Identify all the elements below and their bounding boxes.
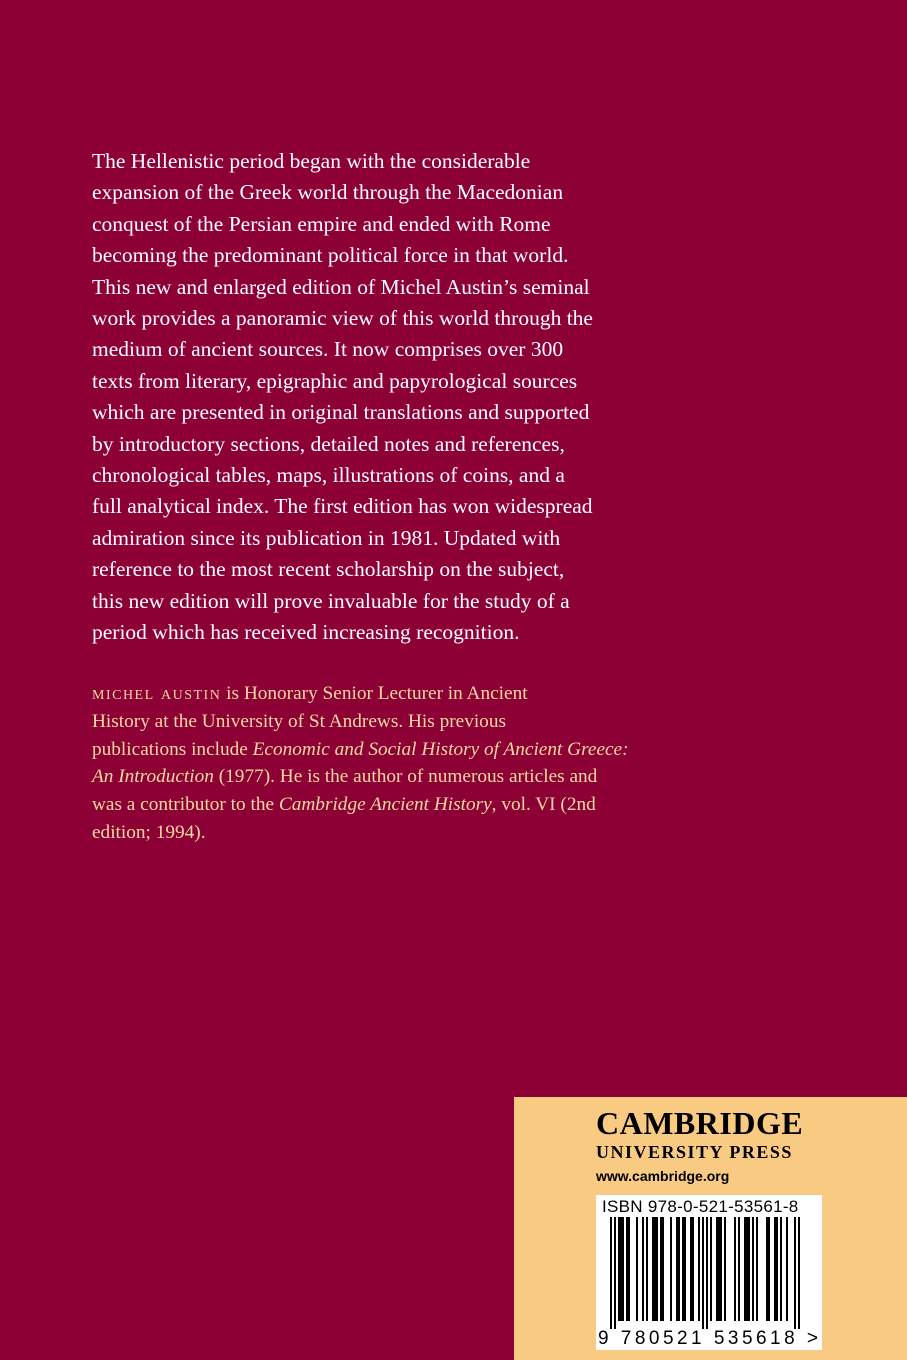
publisher-panel xyxy=(514,1097,907,1360)
bio-text: , vol. VI (2nd xyxy=(491,794,596,816)
blurb-line: admiration since its publication in 1981. Updated with xyxy=(92,525,561,550)
blurb-line: reference to the most recent scholarship on the subject, xyxy=(92,557,565,582)
barcode-panel xyxy=(596,1195,822,1350)
book-title-an-introduction: An Introduction xyxy=(92,766,214,788)
barcode-bar xyxy=(794,1217,796,1329)
author-bio xyxy=(92,680,652,847)
bio-text: (1977). He is the author of numerous articles and xyxy=(213,766,598,788)
barcode-bar xyxy=(684,1217,686,1321)
barcode-bar xyxy=(752,1217,754,1321)
barcode-bar xyxy=(724,1217,726,1321)
blurb-line: chronological tables, maps, illustrations of coins, and a xyxy=(92,463,565,488)
blurb-line: work provides a panoramic view of this world through the xyxy=(92,306,593,331)
barcode-bar xyxy=(626,1217,628,1321)
barcode-bar xyxy=(718,1217,720,1321)
barcode-bar xyxy=(786,1217,788,1321)
barcode-bar xyxy=(720,1217,722,1321)
publisher-logo-subtitle: UNIVERSITY PRESS xyxy=(596,1142,793,1162)
barcode-bar xyxy=(798,1217,800,1329)
barcode-bar xyxy=(642,1217,644,1321)
bio-text: was a contributor to the xyxy=(92,794,279,816)
barcode-bar xyxy=(614,1217,616,1329)
barcode-bar xyxy=(698,1217,700,1321)
bio-line xyxy=(92,763,652,791)
blurb-line: This new and enlarged edition of Michel Austin’s seminal xyxy=(92,274,590,299)
barcode-bar xyxy=(682,1217,684,1321)
barcode-bar xyxy=(670,1217,672,1321)
barcode-bar xyxy=(734,1217,736,1321)
bio-line xyxy=(92,791,652,819)
barcode-bar xyxy=(756,1217,758,1321)
barcode-bar xyxy=(652,1217,654,1321)
barcode-icon xyxy=(596,1217,822,1350)
barcode-bar xyxy=(618,1217,620,1321)
bio-text: is Honorary Senior Lecturer in Ancient xyxy=(221,683,528,704)
barcode-digits: 9 780521 535618 > xyxy=(598,1328,818,1349)
book-title-economic-social-history: Economic and Social History of Ancient Greece: xyxy=(252,738,629,760)
publisher-url: www.cambridge.org xyxy=(596,1168,730,1184)
barcode-bar xyxy=(636,1217,638,1321)
barcode-bar xyxy=(774,1217,776,1321)
barcode-bar xyxy=(610,1217,612,1329)
barcode-bar xyxy=(656,1217,658,1321)
blurb-line: which are presented in original translations and supported xyxy=(92,400,590,425)
blurb-line: full analytical index. The first edition has won widespread xyxy=(92,494,593,519)
barcode-bar xyxy=(744,1217,746,1321)
book-blurb xyxy=(92,146,652,649)
barcode-bar xyxy=(678,1217,680,1321)
barcode-bar xyxy=(716,1217,718,1321)
barcode-bar xyxy=(628,1217,630,1321)
book-title-cambridge-ancient-history: Cambridge Ancient History xyxy=(278,794,492,816)
barcode-bar xyxy=(676,1217,678,1321)
barcode-bar xyxy=(660,1217,662,1321)
bio-line xyxy=(92,680,652,708)
blurb-line: period which has received increasing recognition. xyxy=(92,620,520,645)
barcode-bar xyxy=(620,1217,622,1321)
blurb-line: The Hellenistic period began with the considerable xyxy=(92,149,531,173)
bio-text: publications include xyxy=(92,738,253,760)
barcode-bar xyxy=(662,1217,664,1321)
blurb-line: conquest of the Persian empire and ended with Rome xyxy=(92,211,551,236)
blurb-line: by introductory sections, detailed notes and references, xyxy=(92,431,565,456)
isbn-label: ISBN 978-0-521-53561-8 xyxy=(602,1197,799,1216)
bio-line: History at the University of St Andrews. His previous xyxy=(92,710,506,732)
blurb-line: expansion of the Greek world through the Macedonian xyxy=(92,180,564,205)
barcode-bar xyxy=(702,1217,704,1329)
barcode-bar xyxy=(710,1217,712,1321)
blurb-line: becoming the predominant political force in that world. xyxy=(92,243,569,268)
barcode-bar xyxy=(706,1217,708,1329)
blurb-line: medium of ancient sources. It now comprises over 300 xyxy=(92,337,564,362)
barcode-bar xyxy=(748,1217,750,1321)
barcode-bar xyxy=(780,1217,782,1321)
publisher-logo-name: CAMBRIDGE xyxy=(596,1105,804,1141)
barcode-bar xyxy=(646,1217,648,1321)
bio-line: edition; 1994). xyxy=(92,821,206,843)
blurb-line: texts from literary, epigraphic and papyrological sources xyxy=(92,368,578,393)
barcode-bar xyxy=(690,1217,692,1321)
barcode-bar xyxy=(768,1217,770,1321)
blurb-line: this new edition will prove invaluable for the study of a xyxy=(92,588,570,613)
author-name: michel austin xyxy=(92,683,222,704)
barcode-bar xyxy=(766,1217,768,1321)
barcode-bar xyxy=(622,1217,624,1321)
barcode-bar xyxy=(746,1217,748,1321)
bio-line xyxy=(92,736,652,764)
barcode-bar xyxy=(692,1217,694,1321)
barcode-bar xyxy=(776,1217,778,1321)
barcode-bar xyxy=(654,1217,656,1321)
barcode-bar xyxy=(738,1217,740,1321)
